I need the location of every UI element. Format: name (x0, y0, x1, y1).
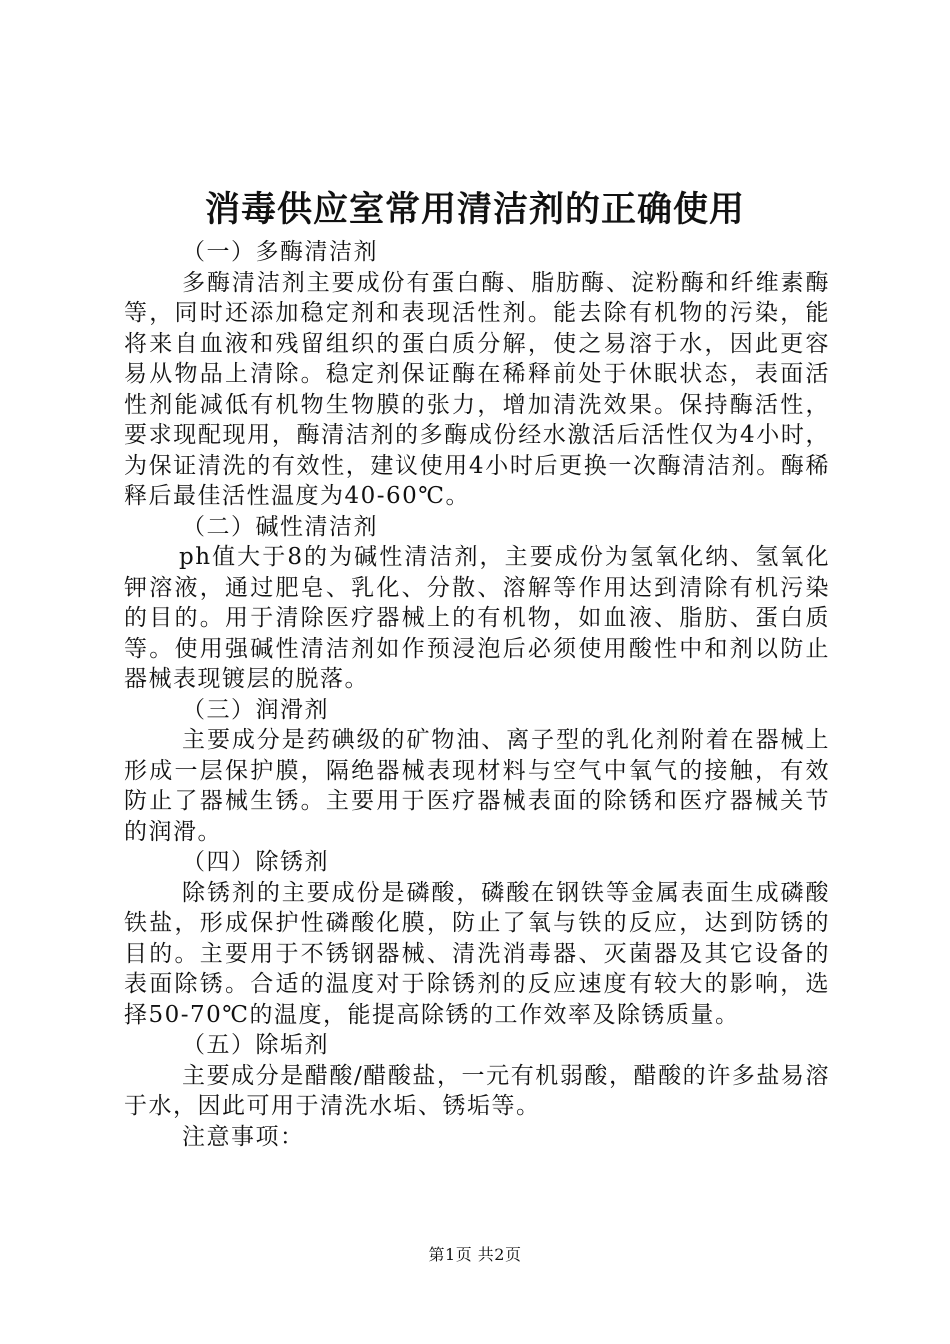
section-heading-4: （四）除锈剂 (182, 849, 329, 875)
document-body (124, 237, 830, 1152)
section-heading-3: （三）润滑剂 (182, 696, 329, 723)
page-footer: 第1页 共2页 (428, 1245, 522, 1264)
notes-label: 注意事项： (182, 1123, 305, 1150)
section-body-5: 主要成分是醋酸/醋酸盐，一元有机弱酸，醋酸的许多盐易溶于水，因此可用于清洗水垢、锈垢等。 (124, 1062, 830, 1119)
section-heading-1: （一）多酶清洁剂 (182, 239, 378, 265)
section-body-1: 多酶清洁剂主要成份有蛋白酶、脂肪酶、淀粉酶和纤维素酶等，同时还添加稳定剂和表现活性剂。能去除有机物的污染，能将来自血液和残留组织的蛋白质分解，使之易溶于水，因此更容易从物品上清除。稳定剂保证酶在稀释前处于休眠状态，表面活性剂能减低有机物生物膜的张力，增加清洗效果。保持酶活性，要求现配现用，酶清洁剂的多酶成份经水激活后活性仅为4小时，为保证清洗的有效性，建议使用4小时后更换一次酶清洁剂。酶稀释后最佳活性温度为40-60℃。 (124, 269, 830, 509)
section-heading-2: （二）碱性清洁剂 (182, 513, 378, 540)
section-body-4: 除锈剂的主要成份是磷酸，磷酸在钢铁等金属表面生成磷酸铁盐，形成保护性磷酸化膜，防止了氧与铁的反应，达到防锈的目的。主要用于不锈钢器械、清洗消毒器、灭菌器及其它设备的表面除锈。合适的温度对于除锈剂的反应速度有较大的影响，选择50-70℃的温度，能提高除锈的工作效率及除锈质量。 (124, 879, 830, 1028)
section-body-2: ph值大于8的为碱性清洁剂，主要成份为氢氧化纳、氢氧化钾溶液，通过肥皂、乳化、分散、溶解等作用达到清除有机污染的目的。用于清除医疗器械上的有机物，如血液、脂肪、蛋白质等。使用强碱性清洁剂如作预浸泡后必须使用酸性中和剂以防止器械表现镀层的脱落。 (124, 544, 830, 692)
section-heading-5: （五）除垢剂 (182, 1032, 329, 1058)
section-body-3: 主要成分是药碘级的矿物油、离子型的乳化剂附着在器械上形成一层保护膜，隔绝器械表现材料与空气中氧气的接触，有效防止了器械生锈。主要用于医疗器械表面的除锈和医疗器械关节的润滑。 (124, 727, 830, 845)
page-title: 消毒供应室常用清洁剂的正确使用 (204, 189, 745, 230)
